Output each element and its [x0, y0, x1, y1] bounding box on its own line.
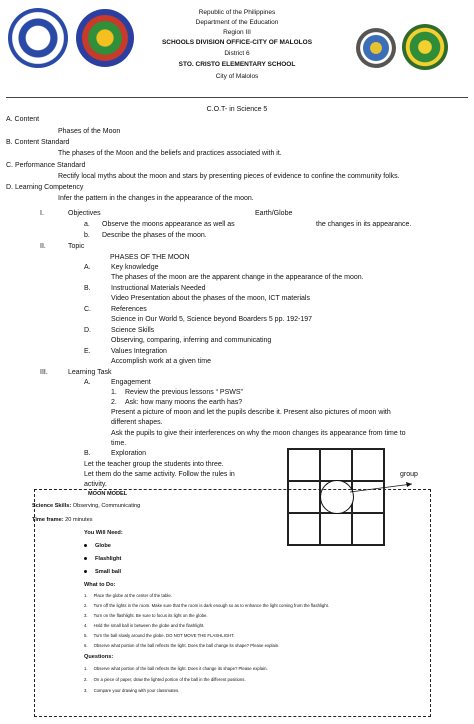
- material-item: Globe: [84, 543, 111, 549]
- topic-item-text: Observing, comparing, inferring and communicating: [111, 337, 272, 344]
- skills-label: Science Skills:: [32, 503, 72, 509]
- step-item: 1. Place the globe at the center of the table.: [84, 593, 172, 598]
- step-1-num: 1.: [111, 389, 117, 396]
- section-c-label: C. Performance Standard: [6, 162, 86, 169]
- skills-text: Observing, Communicating: [72, 503, 141, 509]
- objectives-label: Objectives: [68, 210, 101, 217]
- objective-b-text: Describe the phases of the moon.: [102, 232, 207, 239]
- objectives-num: I.: [40, 210, 44, 217]
- step-item: 5. Turn the ball slowly around the globe. DO NOT MOVE THE FLASHLIGHT.: [84, 633, 235, 638]
- page-title: C.O.T- in Science 5: [206, 106, 268, 113]
- topic-label: Topic: [68, 243, 85, 250]
- objective-b-letter: b.: [84, 232, 90, 239]
- division-seal-icon: [76, 9, 134, 67]
- time-frame-label: Time frame:: [32, 517, 64, 523]
- header-line-1: Republic of the Philippines: [198, 9, 276, 16]
- engagement-para-1b: different shapes.: [111, 419, 163, 426]
- exploration-line-1: Let the teacher group the students into three.: [84, 461, 224, 468]
- topic-item-text: Science in Our World 5, Science beyond Boarders 5 pp. 192-197: [111, 316, 313, 323]
- engagement-letter: A.: [84, 379, 91, 386]
- exploration-label: Exploration: [111, 450, 147, 457]
- step-1-text: Review the previous lessons “ PSWS”: [125, 389, 243, 396]
- task-label: Learning Task: [68, 369, 112, 376]
- section-c-text: Rectify local myths about the moon and stars by presenting pieces of evidence to confine the community folks.: [58, 173, 400, 180]
- objective-a-letter: a.: [84, 221, 90, 228]
- deped-seal-icon: [8, 8, 68, 68]
- question-item: 3. Compare your drawing with your classmates.: [84, 688, 180, 693]
- topic-item-letter: A.: [84, 264, 91, 271]
- topic-item-letter: D.: [84, 327, 91, 334]
- activity-title: MOON MODEL: [88, 491, 128, 497]
- you-will-need-label: You Will Need:: [84, 530, 123, 536]
- engagement-para-2b: time.: [111, 440, 127, 447]
- topic-item-label: Values Integration: [111, 348, 167, 355]
- topic-item-letter: E.: [84, 348, 91, 355]
- topic-item-label: Key knowledge: [111, 264, 159, 271]
- exploration-line-3: activity.: [84, 481, 107, 488]
- questions-label: Questions:: [84, 654, 114, 660]
- bullet-icon: [84, 557, 87, 560]
- task-num: III.: [40, 369, 48, 376]
- topic-item-label: Science Skills: [111, 327, 155, 334]
- step-item: 2. Turn off the lights in the room. Make sure that the room is dark enough so as to enhance the light coming from the flashlight.: [84, 603, 330, 608]
- topic-num: II.: [40, 243, 46, 250]
- section-a-label: A. Content: [6, 116, 40, 123]
- objective-a-text-end: the changes in its appearance.: [316, 221, 412, 228]
- header-divider: [6, 97, 468, 98]
- exploration-line-2: Let them do the same activity. Follow the rules in: [84, 471, 235, 478]
- topic-item-letter: C.: [84, 306, 91, 313]
- topic-item-text: The phases of the moon are the apparent change in the appearance of the moon.: [111, 274, 364, 281]
- step-2-num: 2.: [111, 399, 117, 406]
- topic-item-letter: B.: [84, 285, 91, 292]
- topic-item-label: References: [111, 306, 147, 313]
- section-d-text: Infer the pattern in the changes in the appearance of the moon.: [58, 195, 254, 202]
- bullet-icon: [84, 544, 87, 547]
- engagement-para-2: Ask the pupils to give their interferences on why the moon changes its appearance from time to: [111, 430, 406, 437]
- topic-item-label: Instructional Materials Needed: [111, 285, 206, 292]
- time-frame-text: 20 minutes: [65, 517, 93, 523]
- step-item: 4. Hold the small ball in between the globe and the flashlight.: [84, 623, 205, 628]
- section-d-label: D. Learning Competency: [6, 184, 84, 191]
- topic-item-text: Accomplish work at a given time: [111, 358, 211, 365]
- header-division: SCHOOLS DIVISION OFFICE-CITY OF MALOLOS: [161, 39, 313, 46]
- section-b-text: The phases of the Moon and the beliefs and practices associated with it.: [58, 150, 282, 157]
- step-item: 3. Turn on the flashlight. Be sure to focus its light on the globe.: [84, 613, 208, 618]
- header-line-3: Region III: [223, 29, 251, 36]
- engagement-para-1: Present a picture of moon and let the pupils describe it. Present also pictures of moon with: [111, 409, 391, 416]
- objective-a-text: Observe the moons appearance as well as: [102, 221, 235, 228]
- header-line-2: Department of the Education: [195, 19, 279, 26]
- school-name: STO. CRISTO ELEMENTARY SCHOOL: [178, 61, 296, 68]
- question-item: 2. On a piece of paper, draw the lighted portion of the ball in the different positions.: [84, 677, 246, 682]
- header-district: District 6: [224, 50, 250, 57]
- topic-title: PHASES OF THE MOON: [110, 254, 190, 261]
- step-item: 6. Observe what portion of the ball reflects the light. Does the ball change its shape? Please explain.: [84, 643, 280, 648]
- topic-item-text: Video Presentation about the phases of the moon, ICT materials: [111, 295, 310, 302]
- what-to-do-label: What to Do:: [84, 582, 116, 588]
- engagement-label: Engagement: [111, 379, 151, 386]
- bullet-icon: [84, 570, 87, 573]
- earth-globe-label: Earth/Globe: [255, 210, 293, 217]
- step-2-text: Ask: how many moons the earth has?: [125, 399, 243, 406]
- header-city: City of Malolos: [215, 73, 259, 80]
- exploration-line-2-end: group: [400, 471, 418, 478]
- material-item: Small ball: [84, 569, 121, 575]
- section-a-text: Phases of the Moon: [58, 128, 121, 135]
- exploration-letter: B.: [84, 450, 91, 457]
- section-b-label: B. Content Standard: [6, 139, 70, 146]
- material-item: Flashlight: [84, 556, 121, 562]
- question-item: 1. Observe what portion of the ball reflects the light. Does it change its shape? Please explain.: [84, 666, 268, 671]
